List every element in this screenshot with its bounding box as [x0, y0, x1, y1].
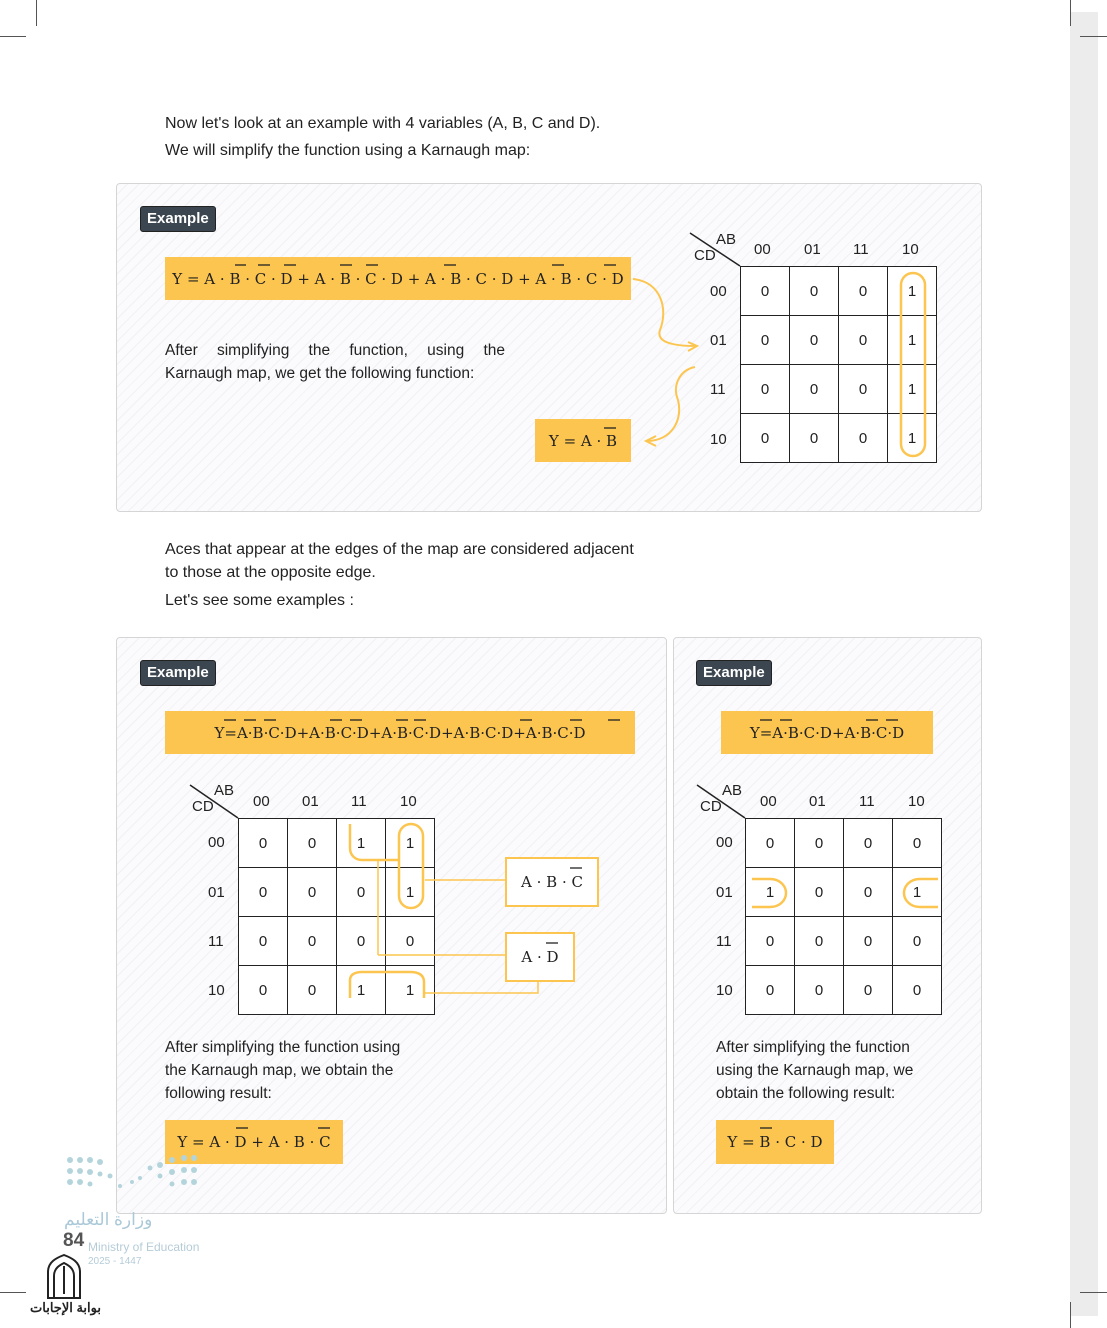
map-3-col-header: 01	[809, 793, 826, 810]
map-cell: 0	[239, 819, 288, 868]
map-3-col-header: 00	[760, 793, 777, 810]
example-3-text-line-2: using the Karnaugh map, we	[716, 1062, 914, 1079]
map-1-col-header: 00	[754, 241, 771, 258]
map-1-row-header: 00	[710, 283, 727, 300]
map-cell: 0	[288, 868, 337, 917]
map-1-cd-label: CD	[694, 247, 716, 264]
map-cell: 0	[741, 365, 790, 414]
map-cell: 1	[893, 868, 942, 917]
example-3-result: Y = B · C · D	[716, 1120, 834, 1164]
map-cell: 1	[386, 819, 435, 868]
example-3-text-line-3: obtain the following result:	[716, 1085, 896, 1102]
arrow-to-result-1	[648, 367, 695, 441]
map-cell: 1	[888, 316, 937, 365]
map-cell: 1	[386, 868, 435, 917]
map-cell: 0	[790, 414, 839, 463]
overbar-group	[224, 265, 898, 1128]
map-cell: 0	[844, 966, 893, 1015]
map-1-row-header: 11	[710, 381, 726, 398]
example-1-formula: Y = A · B · C · D + A · B · C · D + A · B · C · D + A · B · C · D	[165, 257, 631, 300]
map-1-corner-diagonal	[690, 233, 740, 266]
map-cell: 0	[893, 819, 942, 868]
map-cell: 0	[239, 917, 288, 966]
map-cell: 0	[795, 868, 844, 917]
map-cell: 0	[795, 917, 844, 966]
example-2-text-line-1: After simplifying the function using	[165, 1039, 401, 1056]
map-2-col-header: 10	[400, 793, 417, 810]
map-cell: 0	[337, 917, 386, 966]
map-1-row-header: 10	[710, 431, 727, 448]
map-2-row-header: 01	[208, 884, 225, 901]
map-3-group-right	[904, 879, 938, 907]
map-3-row-header: 00	[716, 834, 733, 851]
connector-ad-bottom	[425, 980, 538, 993]
map-2-group-bottom	[350, 972, 424, 998]
example-3-formula: Y=A·B·C·D+A·B·C·D	[721, 711, 933, 754]
year-label: 2025 - 1447	[88, 1256, 142, 1267]
map-cell: 0	[893, 917, 942, 966]
map-cell: 0	[790, 267, 839, 316]
map-1-group-loop	[901, 273, 925, 456]
map-2-corner-diagonal	[190, 785, 238, 818]
map-cell: 0	[741, 267, 790, 316]
map-cell: 0	[839, 414, 888, 463]
map-2-col-header: 11	[351, 793, 367, 810]
map-cell: 0	[844, 917, 893, 966]
map-cell: 0	[790, 365, 839, 414]
map-3-col-header: 11	[859, 793, 875, 810]
map-1-col-header: 11	[853, 241, 869, 258]
ministry-name-arabic: وزارة التعليم	[64, 1210, 153, 1229]
map-cell: 1	[337, 966, 386, 1015]
map-cell: 0	[790, 316, 839, 365]
map-3-cd-label: CD	[700, 798, 722, 815]
ministry-logo-icon	[67, 1155, 197, 1188]
map-2-col-header: 01	[302, 793, 319, 810]
map-cell: 0	[288, 819, 337, 868]
map-cell: 0	[746, 966, 795, 1015]
example-3-tag: Example	[696, 660, 772, 686]
intro-line-2: We will simplify the function using a Karnaugh map:	[165, 142, 531, 159]
map-3-corner-diagonal	[697, 785, 745, 818]
map-cell: 1	[888, 267, 937, 316]
watermark-text: بوابة الإجابات	[30, 1300, 101, 1315]
map-cell: 0	[741, 316, 790, 365]
group-label-abc: A · B · C	[505, 857, 599, 907]
map-3-ab-label: AB	[722, 782, 743, 799]
map-cell: 0	[741, 414, 790, 463]
example-2-text-line-2: the Karnaugh map, we obtain the	[165, 1062, 394, 1079]
map-cell: 0	[844, 819, 893, 868]
middle-line-3: Let's see some examples :	[165, 592, 354, 609]
group-label-ad: A · D	[505, 932, 575, 982]
map-3-col-header: 10	[908, 793, 925, 810]
map-2-row-header: 11	[208, 933, 224, 950]
map-cell: 0	[337, 868, 386, 917]
arrow-to-map-1	[633, 279, 696, 346]
map-cell: 0	[795, 966, 844, 1015]
map-cell: 0	[239, 966, 288, 1015]
map-2-row-header: 10	[208, 982, 225, 999]
middle-line-2: to those at the opposite edge.	[165, 564, 376, 581]
map-cell: 1	[746, 868, 795, 917]
map-3-row-header: 11	[716, 933, 732, 950]
middle-line-1: Aces that appear at the edges of the map are considered adjacent	[165, 541, 634, 558]
map-1-col-header: 01	[804, 241, 821, 258]
ministry-name-english: Ministry of Education	[88, 1240, 200, 1254]
map-cell: 0	[288, 917, 337, 966]
map-3-row-header: 10	[716, 982, 733, 999]
map-1-col-header: 10	[902, 241, 919, 258]
example-2-formula: Y=A·B·C·D+A·B·C·D+A·B·C·D+A·B·C·D+A·B·C·D	[165, 711, 635, 754]
intro-line-1: Now let's look at an example with 4 variables (A, B, C and D).	[165, 115, 601, 132]
example-1-text-line-1: After simplifying the function, using the	[165, 342, 505, 359]
example-1-text-line-2: Karnaugh map, we get the following function:	[165, 365, 475, 382]
map-cell: 1	[888, 365, 937, 414]
map-2-col-header: 00	[253, 793, 270, 810]
example-2-result: Y = A · D + A · B · C	[165, 1120, 343, 1164]
map-cell: 0	[239, 868, 288, 917]
map-2-group-top	[350, 824, 398, 860]
example-2-tag: Example	[140, 660, 216, 686]
map-2-ab-label: AB	[214, 782, 235, 799]
map-cell: 0	[746, 819, 795, 868]
map-2-group-right	[399, 824, 423, 908]
map-cell: 0	[839, 365, 888, 414]
map-cell: 0	[839, 267, 888, 316]
watermark-logo-icon	[48, 1255, 80, 1298]
map-1-ab-label: AB	[716, 231, 737, 248]
map-3-group-left	[752, 879, 786, 907]
example-1-result: Y = A · B	[535, 419, 631, 462]
map-cell: 1	[888, 414, 937, 463]
map-cell: 0	[746, 917, 795, 966]
map-2-cd-label: CD	[192, 798, 214, 815]
map-cell: 0	[839, 316, 888, 365]
map-cell: 1	[386, 966, 435, 1015]
map-cell: 0	[795, 819, 844, 868]
map-cell: 0	[844, 868, 893, 917]
example-3-text-line-1: After simplifying the function	[716, 1039, 910, 1056]
map-cell: 0	[386, 917, 435, 966]
page-number: 84	[63, 1230, 85, 1251]
example-2-text-line-3: following result:	[165, 1085, 272, 1102]
map-cell: 1	[337, 819, 386, 868]
map-2-row-header: 00	[208, 834, 225, 851]
example-1-tag: Example	[140, 206, 216, 232]
map-cell: 0	[288, 966, 337, 1015]
map-cell: 0	[893, 966, 942, 1015]
map-1-row-header: 01	[710, 332, 727, 349]
map-3-row-header: 01	[716, 884, 733, 901]
